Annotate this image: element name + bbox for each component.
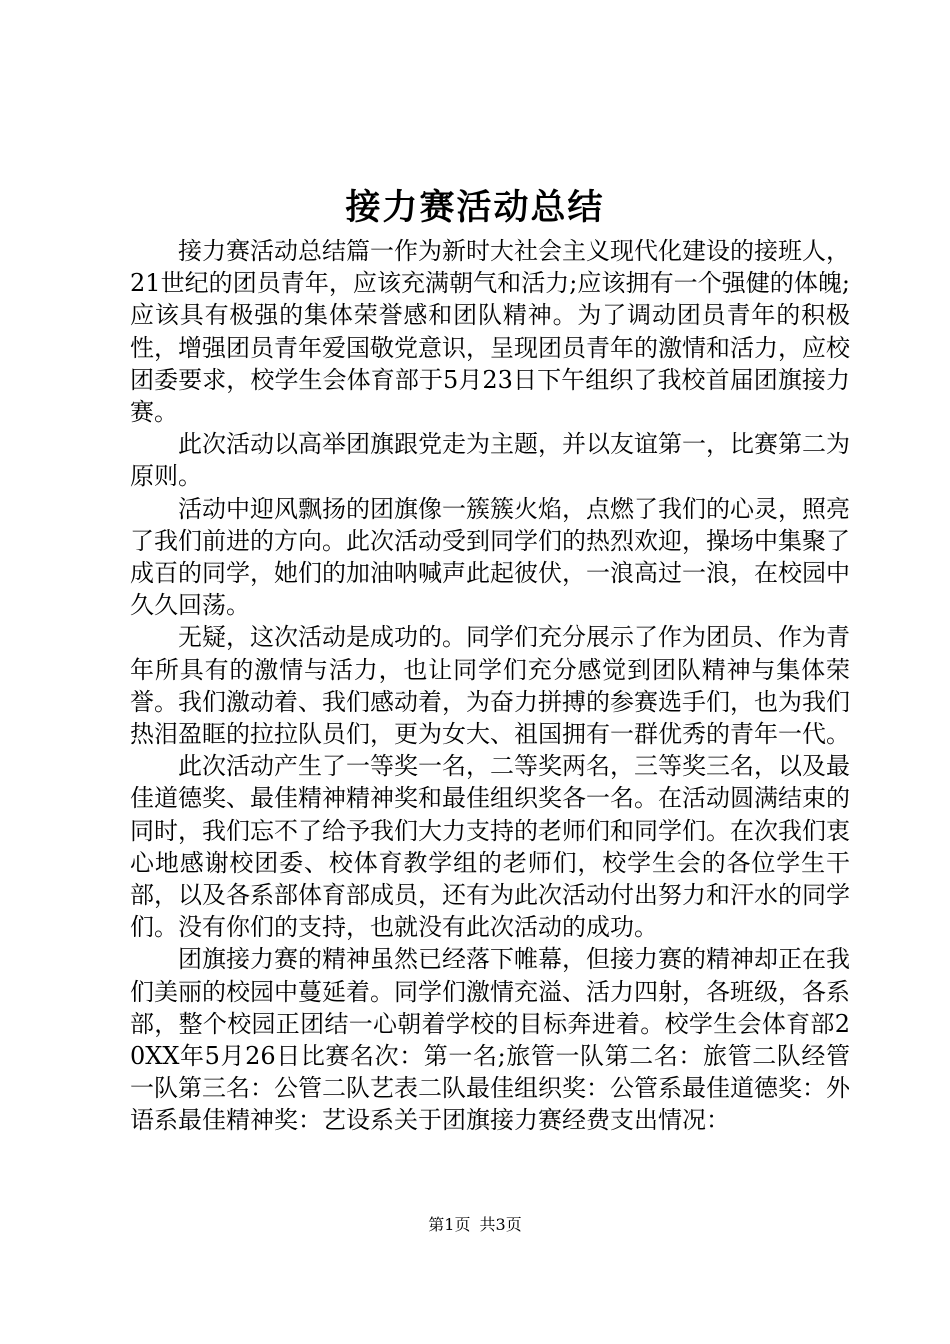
paragraph-atmosphere: 活动中迎风飘扬的团旗像一簇簇火焰，点燃了我们的心灵，照亮了我们前进的方向。此次活动受到同学们的热烈欢迎，操场中集聚了成百的同学，她们的加油呐喊声此起彼伏，一浪高过一浪，在校园中久久回荡。 [130, 494, 850, 620]
document-body [130, 235, 850, 1137]
paragraph-intro: 接力赛活动总结篇一作为新时大社会主义现代化建设的接班人，21世纪的团员青年，应该充满朝气和活力;应该拥有一个强健的体魄;应该具有极强的集体荣誉感和团队精神。为了调动团员青年的积极性，增强团员青年爱国敬党意识，呈现团员青年的激情和活力，应校团委要求，校学生会体育部于5月23日下午组织了我校首届团旗接力赛。 [130, 237, 850, 427]
paragraph-success: 无疑，这次活动是成功的。同学们充分展示了作为团员、作为青年所具有的激情与活力，也让同学们充分感觉到团队精神与集体荣誉。我们激动着、我们感动着，为奋力拼搏的参赛选手们，也为我们热泪盈眶的拉拉队员们，更为女大、祖国拥有一群优秀的青年一代。 [130, 623, 850, 749]
document-title: 接力赛活动总结 [345, 187, 605, 228]
paragraph-closing: 团旗接力赛的精神虽然已经落下帷幕，但接力赛的精神却正在我们美丽的校园中蔓延着。同学们激情充溢、活力四射，各班级，各系部，整个校园正团结一心朝着学校的目标奔进着。校学生会体育部20XX年5月26日比赛名次：第一名;旅管一队第二名：旅管二队经管一队第三名：公管二队艺表二队最佳组织奖：公管系最佳道德奖：外语系最佳精神奖：艺设系关于团旗接力赛经费支出情况： [130, 945, 850, 1135]
paragraph-theme: 此次活动以高举团旗跟党走为主题，并以友谊第一，比赛第二为原则。 [130, 430, 850, 491]
paragraph-awards: 此次活动产生了一等奖一名，二等奖两名，三等奖三名，以及最佳道德奖、最佳精神精神奖和最佳组织奖各一名。在活动圆满结束的同时，我们忘不了给予我们大力支持的老师们和同学们。在次我们衷心地感谢校团委、校体育教学组的老师们，校学生会的各位学生干部，以及各系部体育部成员，还有为此次活动付出努力和汗水的同学们。没有你们的支持，也就没有此次活动的成功。 [130, 752, 850, 942]
page-footer: 第1页 共3页 [428, 1215, 522, 1234]
